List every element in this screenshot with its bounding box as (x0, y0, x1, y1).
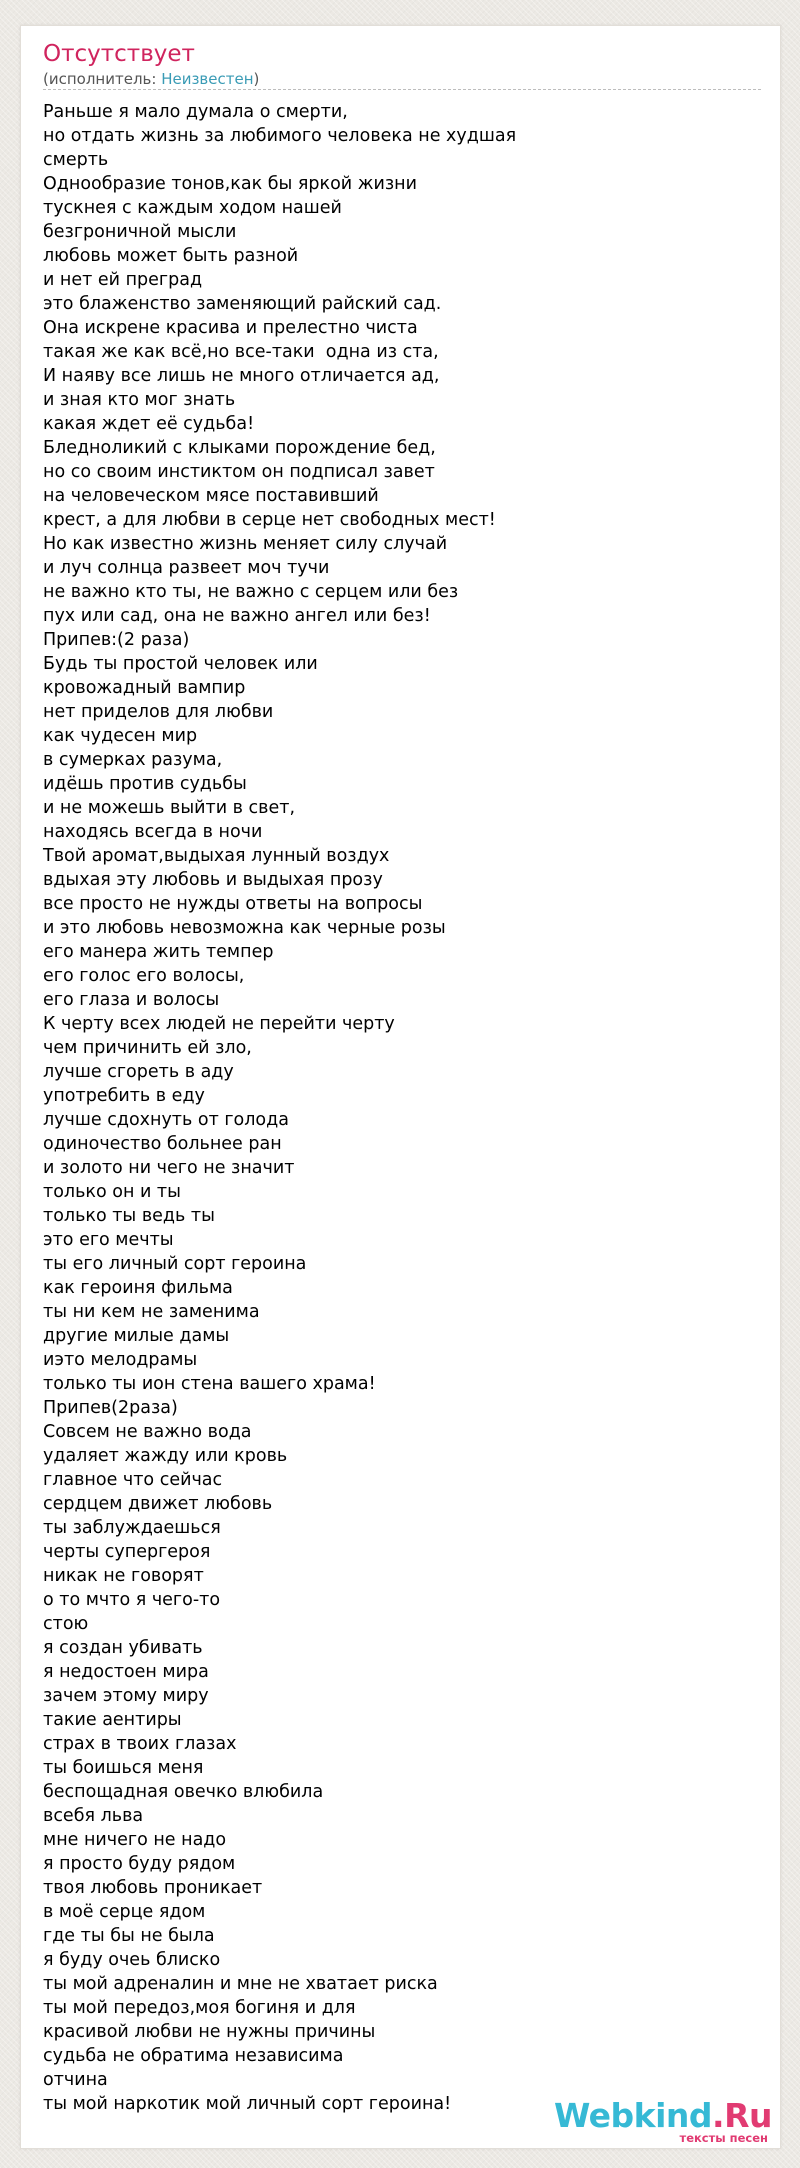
lyrics-line: не важно кто ты, не важно с серцем или без (43, 582, 459, 602)
lyrics-line: лучше сгореть в аду (43, 1062, 234, 1082)
lyrics-line: какая ждет её судьба! (43, 414, 255, 434)
lyrics-line: ты боишься меня (43, 1758, 204, 1778)
lyrics-line: но отдать жизнь за любимого человека не худшая (43, 126, 517, 146)
lyrics-line: иэто мелодрамы (43, 1350, 198, 1370)
lyrics-line: и зная кто мог знать (43, 390, 236, 410)
lyrics-line: Но как известно жизнь меняет силу случай (43, 534, 448, 554)
logo-wordmark (554, 2098, 772, 2134)
lyrics-line: мне ничего не надо (43, 1830, 227, 1850)
lyrics-line: лучше сдохнуть от голода (43, 1110, 289, 1130)
lyrics-line: Припев(2раза) (43, 1398, 178, 1418)
lyrics-line: черты супергероя (43, 1542, 211, 1562)
lyrics-line: тускнея с каждым ходом нашей (43, 198, 342, 218)
lyrics-line: смерть (43, 150, 109, 170)
lyrics-line: идёшь против судьбы (43, 774, 247, 794)
lyrics-line: Совсем не важно вода (43, 1422, 252, 1442)
lyrics-line: безгроничной мысли (43, 222, 237, 242)
lyrics-line: ты его личный сорт героина (43, 1254, 307, 1274)
lyrics-line: о то мчто я чего-то (43, 1590, 221, 1610)
lyrics-line: Раньше я мало думала о смерти, (43, 102, 348, 122)
lyrics-line: стою (43, 1614, 89, 1634)
lyrics-line: это блаженство заменяющий райский сад. (43, 294, 442, 314)
artist-suffix: ) (253, 70, 260, 88)
lyrics-line: кровожадный вампир (43, 678, 246, 698)
lyrics-line: другие милые дамы (43, 1326, 230, 1346)
lyrics-line: одиночество больнее ран (43, 1134, 282, 1154)
lyrics-line: его голос его волосы, (43, 966, 245, 986)
artist-line (43, 70, 761, 90)
lyrics-line: К черту всех людей не перейти черту (43, 1014, 395, 1034)
lyrics-line: Она искрене красива и прелестно чиста (43, 318, 418, 338)
lyrics-line: всебя льва (43, 1806, 144, 1826)
lyrics-line: Будь ты простой человек или (43, 654, 318, 674)
song-title: Отсутствует (43, 41, 195, 67)
lyrics-line: на человеческом мясе поставивший (43, 486, 379, 506)
lyrics-line: ты мой наркотик мой личный сорт героина! (43, 2094, 452, 2114)
lyrics-line: твоя любовь проникает (43, 1878, 263, 1898)
lyrics-line: крест, а для любви в серце нет свободных мест! (43, 510, 496, 530)
lyrics-line: зачем этому миру (43, 1686, 209, 1706)
lyrics-line: беспощадная овечко влюбила (43, 1782, 324, 1802)
lyrics-line: его манера жить темпер (43, 942, 274, 962)
lyrics-line: ты мой передоз,моя богиня и для (43, 1998, 356, 2018)
lyrics-line: в сумерках разума, (43, 750, 223, 770)
lyrics-line: где ты бы не была (43, 1926, 215, 1946)
lyrics-line: страх в твоих глазах (43, 1734, 237, 1754)
lyrics-line: такие аентиры (43, 1710, 182, 1730)
lyrics-line: отчина (43, 2070, 108, 2090)
artist-link[interactable]: Неизвестен (161, 70, 254, 88)
lyrics-line: и нет ей преград (43, 270, 203, 290)
lyrics-line: употребить в еду (43, 1086, 205, 1106)
logo-tld-text: .Ru (712, 2096, 772, 2135)
lyrics-line: я буду очеь блиско (43, 1950, 221, 1970)
lyrics-line: и золото ни чего не значит (43, 1158, 295, 1178)
lyrics-line: Твой аромат,выдыхая лунный воздух (43, 846, 390, 866)
lyrics-card (20, 25, 781, 2149)
lyrics-line: судьба не обратима независима (43, 2046, 344, 2066)
lyrics-line: ты мой адреналин и мне не хватает риска (43, 1974, 438, 1994)
lyrics-line: главное что сейчас (43, 1470, 223, 1490)
site-logo[interactable] (554, 2098, 772, 2144)
lyrics-line: нет приделов для любви (43, 702, 274, 722)
lyrics-line: чем причинить ей зло, (43, 1038, 252, 1058)
lyrics-line: и это любовь невозможна как черные розы (43, 918, 446, 938)
lyrics-line: Бледноликий с клыками порождение бед, (43, 438, 436, 458)
lyrics-line: Однообразие тонов,как бы яркой жизни (43, 174, 417, 194)
lyrics-line: Припев:(2 раза) (43, 630, 190, 650)
lyrics-line: никак не говорят (43, 1566, 204, 1586)
lyrics-line: это его мечты (43, 1230, 174, 1250)
lyrics-line: удаляет жажду или кровь (43, 1446, 288, 1466)
lyrics-line: сердцем движет любовь (43, 1494, 273, 1514)
lyrics-text (43, 100, 516, 2116)
lyrics-line: И наяву все лишь не много отличается ад, (43, 366, 440, 386)
lyrics-line: я просто буду рядом (43, 1854, 236, 1874)
lyrics-line: ты ни кем не заменима (43, 1302, 260, 1322)
lyrics-line: как чудесен мир (43, 726, 198, 746)
lyrics-line: только ты ион стена вашего храма! (43, 1374, 376, 1394)
lyrics-line: такая же как всё,но все-таки одна из ста, (43, 342, 439, 362)
lyrics-line: любовь может быть разной (43, 246, 299, 266)
logo-main-text: Webkind (553, 2096, 713, 2135)
lyrics-line: его глаза и волосы (43, 990, 220, 1010)
lyrics-line: в моё серце ядом (43, 1902, 206, 1922)
logo-subtitle: тексты песен (679, 2131, 768, 2145)
lyrics-line: красивой любви не нужны причины (43, 2022, 376, 2042)
lyrics-line: и не можешь выйти в свет, (43, 798, 296, 818)
lyrics-line: и луч солнца развеет моч тучи (43, 558, 330, 578)
lyrics-line: находясь всегда в ночи (43, 822, 263, 842)
lyrics-line: ты заблуждаешься (43, 1518, 221, 1538)
lyrics-line: вдыхая эту любовь и выдыхая прозу (43, 870, 383, 890)
lyrics-line: я создан убивать (43, 1638, 203, 1658)
lyrics-line: как героиня фильма (43, 1278, 233, 1298)
lyrics-line: только ты ведь ты (43, 1206, 215, 1226)
lyrics-line: все просто не нужды ответы на вопросы (43, 894, 423, 914)
artist-prefix: (исполнитель: (43, 70, 162, 88)
lyrics-line: я недостоен мира (43, 1662, 209, 1682)
lyrics-line: но со своим инстиктом он подписал завет (43, 462, 435, 482)
lyrics-line: пух или сад, она не важно ангел или без! (43, 606, 431, 626)
lyrics-line: только он и ты (43, 1182, 181, 1202)
